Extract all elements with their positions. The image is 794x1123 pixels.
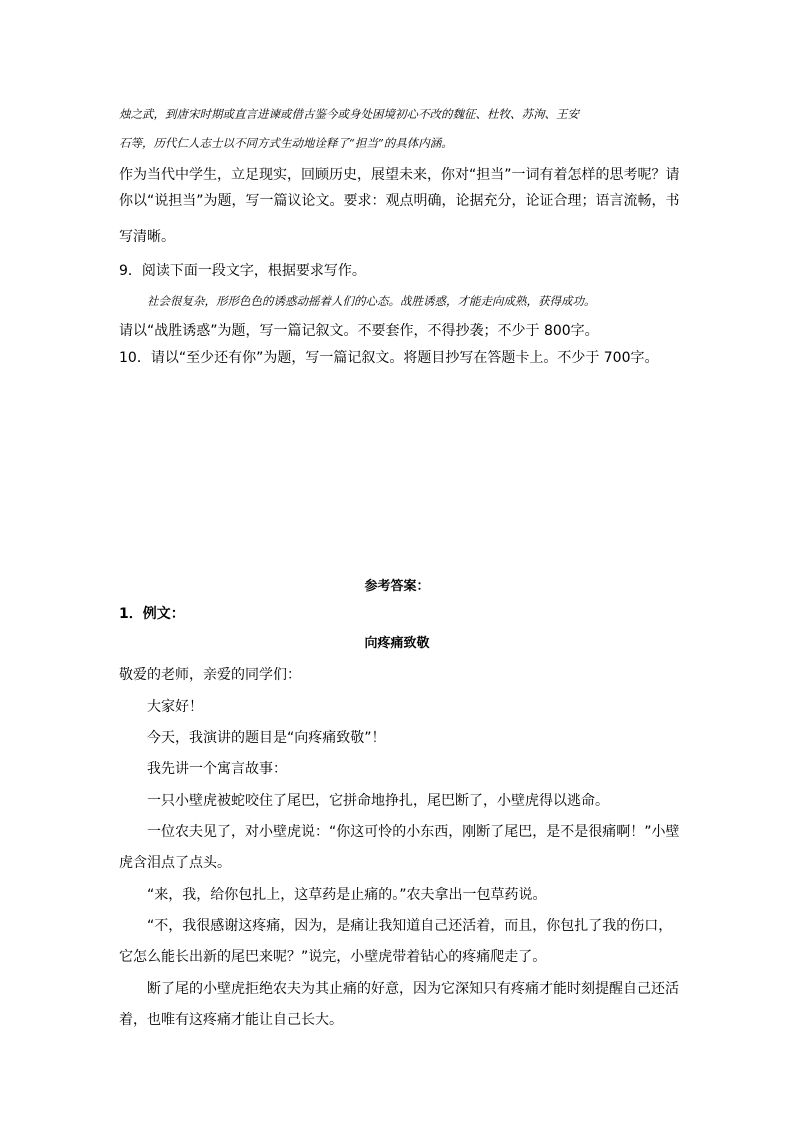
prompt-line-3: 写清晰。 (119, 229, 175, 245)
question-9-prompt: 请以“战胜诱惑”为题，写一篇记叙文。不要套作，不得抄袭；不少于 800字。 (119, 323, 599, 339)
question-9-quote: 社会很复杂，形形色色的诱惑动摇着人们的心态。战胜诱惑，才能走向成熟，获得成功。 (147, 294, 596, 308)
essay-paragraph: “不，我很感谢这疼痛，因为，是痛让我知道自己还活着，而且，你包扎了我的伤口， (147, 918, 673, 934)
essay-paragraph-cont: 虎含泪点了点头。 (119, 855, 231, 871)
essay-title: 向疼痛致敬 (364, 636, 430, 651)
answer-1-label: 1．例文： (119, 606, 185, 622)
question-9: 9．阅读下面一段文字，根据要求写作。 (119, 263, 366, 279)
essay-paragraph: 我先讲一个寓言故事： (147, 761, 287, 777)
essay-paragraph: 今天，我演讲的题目是“向疼痛致敬”！ (147, 730, 386, 746)
essay-paragraph-cont: 它怎么能长出新的尾巴来呢？”说完，小壁虎带着钻心的疼痛爬走了。 (119, 949, 547, 965)
quote-line-1: 烛之武，到唐宋时期或直言进谏或借古鉴今或身处困境初心不改的魏征、杜牧、苏洵、王安 (119, 107, 579, 121)
quote-line-2: 石等，历代仁人志士以不同方式生动地诠释了“担当”的具体内涵。 (119, 136, 453, 150)
essay-salutation: 敬爱的老师，亲爱的同学们： (119, 667, 301, 683)
answer-heading: 参考答案： (364, 579, 430, 594)
essay-paragraph: “来，我，给你包扎上，这草药是止痛的。”农夫拿出一包草药说。 (147, 887, 547, 903)
essay-greeting: 大家好！ (147, 699, 203, 715)
essay-paragraph-cont: 着，也唯有这疼痛才能让自己长大。 (119, 1012, 343, 1028)
prompt-line-1: 作为当代中学生，立足现实，回顾历史，展望未来，你对“担当”一词有着怎样的思考呢？请 (119, 167, 680, 183)
essay-paragraph: 断了尾的小壁虎拒绝农夫为其止痛的好意，因为它深知只有疼痛才能时刻提醒自己还活 (147, 981, 679, 997)
essay-paragraph: 一只小壁虎被蛇咬住了尾巴，它拼命地挣扎，尾巴断了，小壁虎得以逃命。 (147, 793, 609, 809)
essay-paragraph: 一位农夫见了，对小壁虎说：“你这可怜的小东西，刚断了尾巴，是不是很痛啊！”小壁 (147, 824, 680, 840)
prompt-line-2: 你以“说担当”为题，写一篇议论文。要求：观点明确，论据充分，论证合理；语言流畅，书 (119, 193, 680, 209)
question-10: 10．请以“至少还有你”为题，写一篇记叙文。将题目抄写在答题卡上。不少于 700字。 (119, 350, 659, 366)
